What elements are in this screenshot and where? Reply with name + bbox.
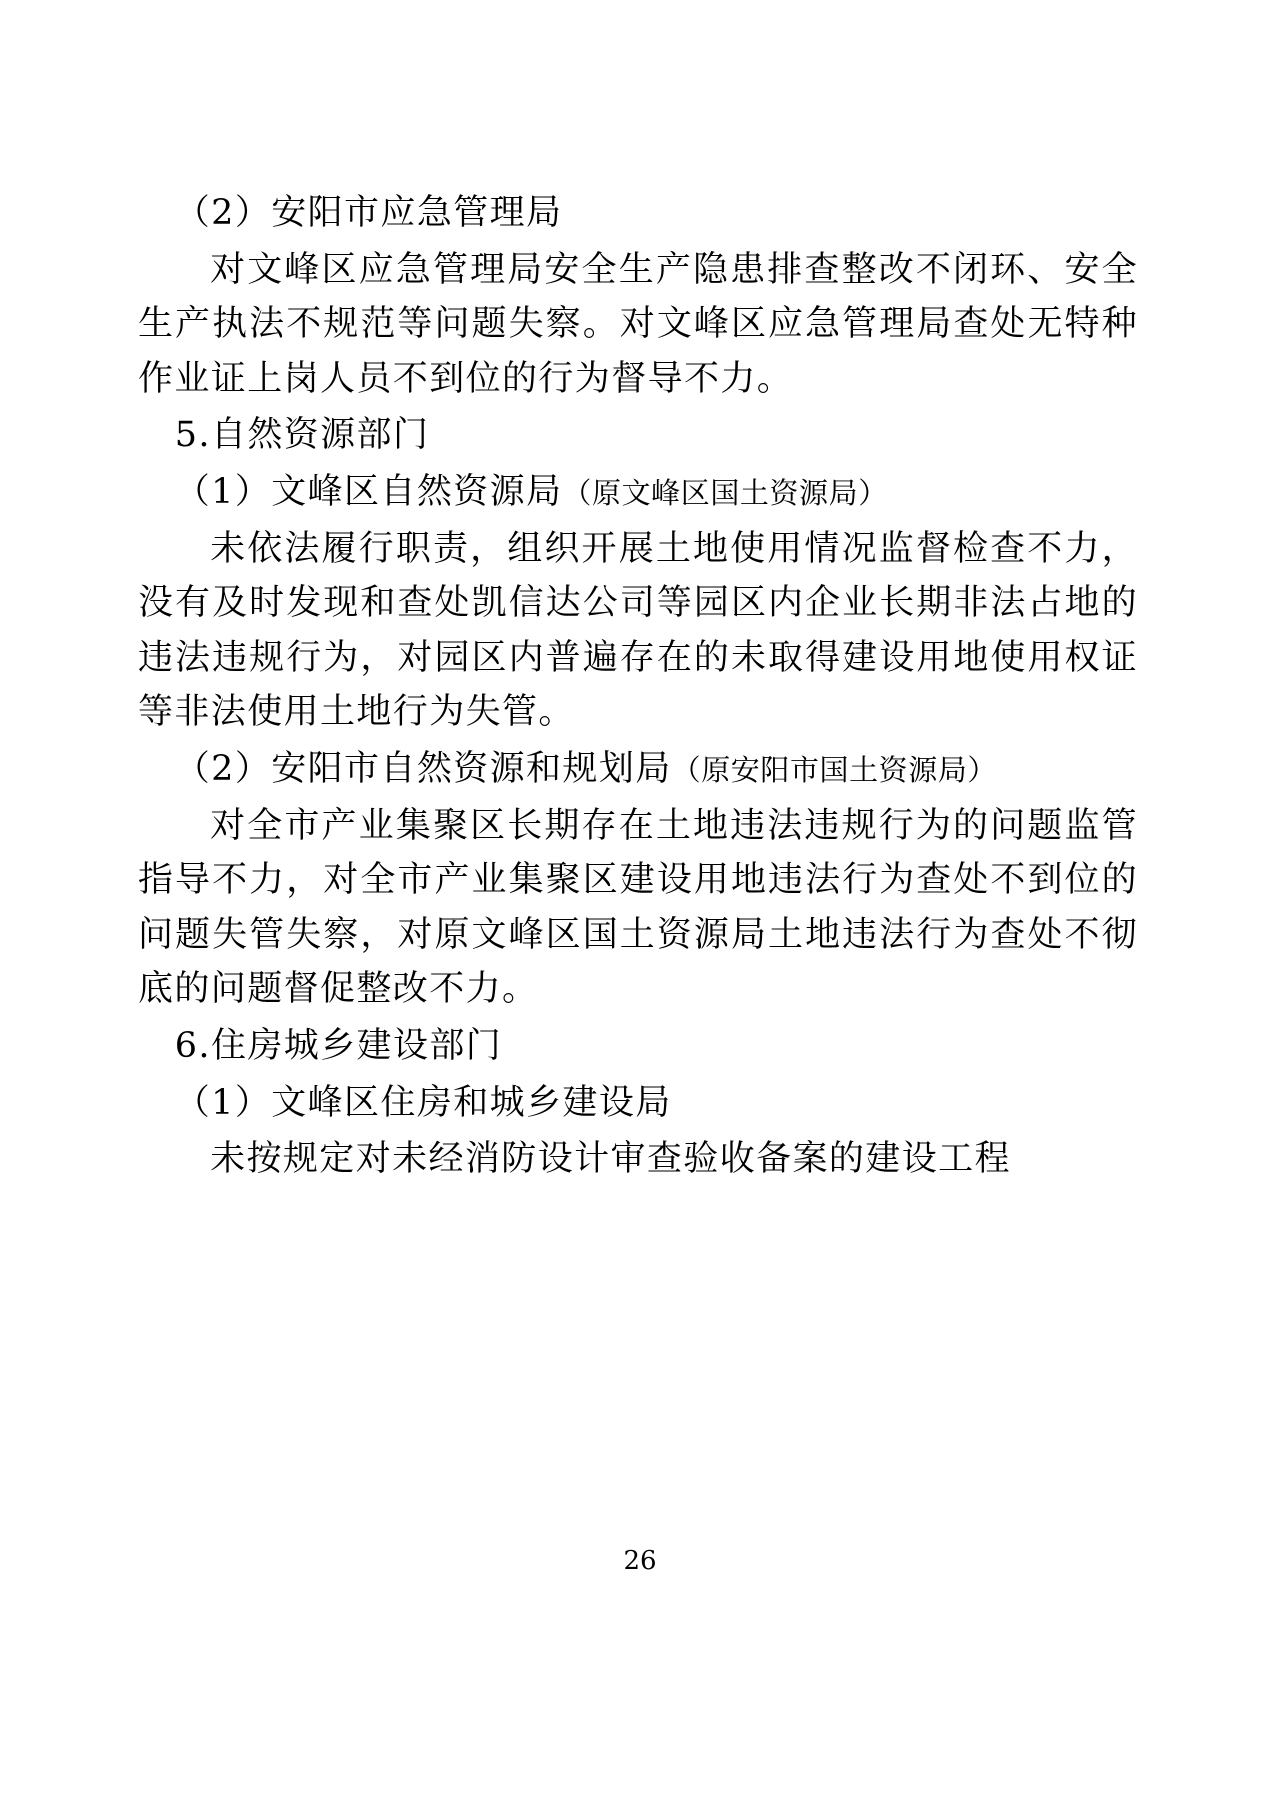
document-body — [138, 186, 1138, 1189]
paragraph-heading-wenfeng-housing: （1）文峰区住房和城乡建设局 — [174, 1082, 672, 1123]
heading-main-text: （2）安阳市自然资源和规划局 — [174, 748, 672, 789]
paragraph-anyang-natural-resources-body: 对全市产业集聚区长期存在土地违法违规行为的问题监管指导不力，对全市产业集聚区建设用地违法行为查处不到位的问题失管失察，对原文峰区国土资源局土地违法行为查处不彻底的问题督促整改不力。 — [138, 805, 1138, 1010]
heading-parenthetical-note: （原安阳市国土资源局） — [671, 752, 998, 787]
heading-parenthetical-note: （原文峰区国土资源局） — [562, 475, 888, 510]
paragraph-heading-anyang-natural-resources — [138, 742, 1138, 797]
paragraph-heading-anyang-emergency: （2）安阳市应急管理局 — [174, 193, 563, 233]
paragraph-heading-housing-construction: 6.住房城乡建设部门 — [174, 1025, 503, 1066]
paragraph-wenfeng-natural-resources-body: 未依法履行职责，组织开展土地使用情况监督检查不力，没有及时发现和查处凯信达公司等园区内企业长期非法占地的违法违规行为，对园区内普遍存在的未取得建设用地使用权证等非法使用土地行为失管。 — [138, 528, 1138, 733]
paragraph-wenfeng-housing-body: 未按规定对未经消防设计审查验收备案的建设工程 — [210, 1139, 1011, 1180]
page-number: 26 — [623, 1546, 657, 1576]
paragraph-heading-natural-resources: 5.自然资源部门 — [174, 415, 430, 456]
heading-main-text: （1）文峰区自然资源局 — [174, 471, 563, 512]
paragraph-anyang-emergency-body: 对文峰区应急管理局安全生产隐患排查整改不闭环、安全生产执法不规范等问题失察。对文峰区应急管理局查处无特种作业证上岗人员不到位的行为督导不力。 — [138, 249, 1138, 399]
paragraph-heading-wenfeng-natural-resources — [138, 465, 1138, 520]
